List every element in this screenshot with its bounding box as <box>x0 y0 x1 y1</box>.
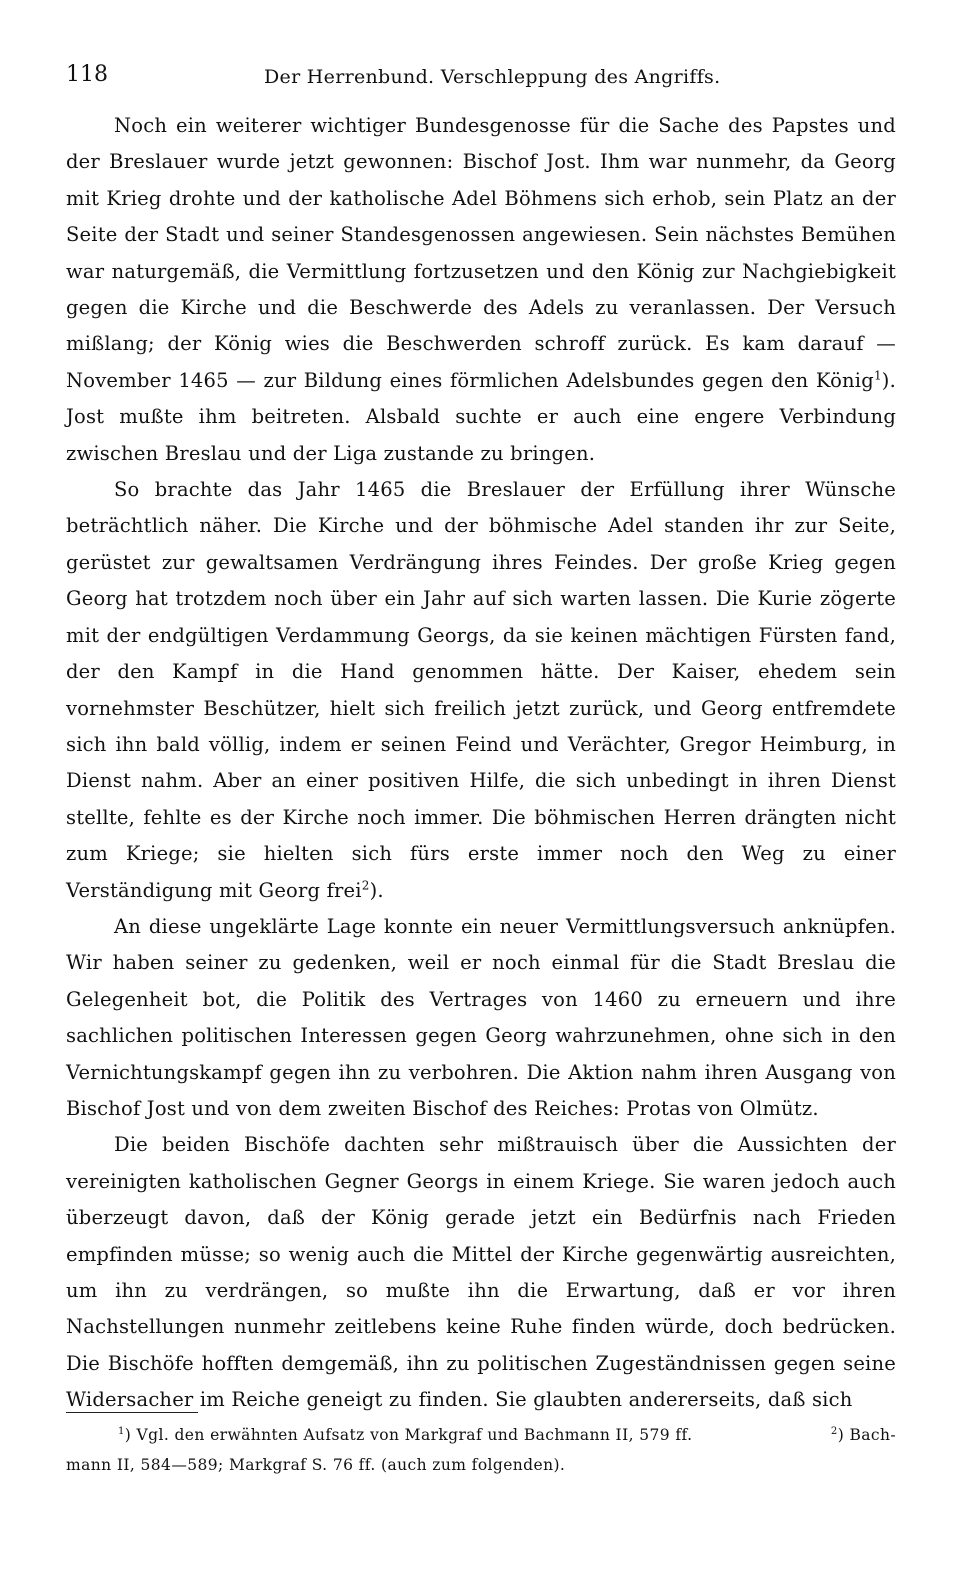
paragraph-1-text: Noch ein weiterer wichtiger Bundesgenosse für die Sache des Papstes und der Breslauer wurde jetzt gewonnen: Bischof Jost. Ihm war nunmehr, da Georg mit Krieg drohte und der katholische Adel Böhmens sich erhob, sein Platz an der Seite der Stadt und seiner Standesgenossen angewiesen. Sein nächstes Bemühen war naturgemäß, die Vermittlung fortzusetzen und den König zur Nachgiebigkeit gegen die Kirche und die Beschwerde des Adels zu veranlassen. Der Versuch mißlang; der König wies die Beschwerden schroff zurück. Es kam darauf — November 1465 — zur Bildung eines förmlichen Adelsbundes gegen den König <box>66 114 896 392</box>
page-header <box>66 62 896 96</box>
body-text <box>66 108 896 1419</box>
footnote-2-mark: 2 <box>830 1425 838 1437</box>
footnote-separator <box>66 1412 198 1413</box>
paragraph-2 <box>66 472 896 909</box>
footnote-ref-1: 1 <box>873 368 882 383</box>
footnote-line-1 <box>66 1420 896 1450</box>
footnotes <box>66 1420 896 1480</box>
footnote-1-text: ) Vgl. den erwähnten Aufsatz von Markgraf und Bachmann II, 579 ff. <box>124 1426 693 1444</box>
footnote-1 <box>118 1426 692 1444</box>
running-head: Der Herrenbund. Verschleppung des Angriffs. <box>264 66 721 88</box>
paragraph-3: An diese ungeklärte Lage konnte ein neuer Vermittlungsversuch anknüpfen. Wir haben seiner zu gedenken, weil er noch einmal für die Stadt Breslau die Gelegenheit bot, die Politik des Vertrages von 1460 zu erneuern und ihre sachlichen politischen Interessen gegen Georg wahrzunehmen, ohne sich in den Vernichtungskampf gegen ihn zu verbohren. Die Aktion nahm ihren Ausgang von Bischof Jost und von dem zweiten Bischof des Reiches: Protas von Olmütz. <box>66 914 896 1120</box>
footnote-ref-2: 2 <box>361 878 370 893</box>
footnote-2-continuation: mann II, 584—589; Markgraf S. 76 ff. (auch zum folgenden). <box>66 1456 566 1474</box>
footnote-2-text: ) Bach- <box>837 1426 896 1444</box>
paragraph-1 <box>66 108 896 472</box>
paragraph-4: Die beiden Bischöfe dachten sehr mißtrauisch über die Aussichten der vereinigten katholischen Gegner Georgs in einem Kriege. Sie waren jedoch auch überzeugt davon, daß der König gerade jetzt ein Bedürfnis nach Frieden empfinden müsse; so wenig auch die Mittel der Kirche gegenwärtig ausreichten, um ihn zu verdrängen, so mußte ihn die Erwartung, daß er vor ihren Nachstellungen nunmehr zeitlebens keine Ruhe finden würde, doch bedrücken. Die Bischöfe hofften demgemäß, ihn zu politischen Zugeständnissen gegen seine Widersacher im Reiche geneigt zu finden. Sie glaubten andererseits, daß sich <box>66 1133 896 1412</box>
page-number: 118 <box>66 62 108 87</box>
footnote-2 <box>831 1420 896 1450</box>
paragraph-2-text-cont: ). <box>369 878 384 902</box>
paragraph-1-text-cont: ). Jost mußte ihm beitreten. Alsbald suchte er auch eine engere Verbindung zwischen Breslau und der Liga zustande zu bringen. <box>66 368 896 465</box>
paragraph-2-text: So brachte das Jahr 1465 die Breslauer der Erfüllung ihrer Wünsche beträchtlich näher. Die Kirche und der böhmische Adel standen ihr zur Seite, gerüstet zur gewaltsamen Verdrängung ihres Feindes. Der große Krieg gegen Georg hat trotzdem noch über ein Jahr auf sich warten lassen. Die Kurie zögerte mit der endgültigen Verdammung Georgs, da sie keinen mächtigen Fürsten fand, der den Kampf in die Hand genommen hätte. Der Kaiser, ehedem sein vornehmster Beschützer, hielt sich freilich jetzt zurück, und Georg entfremdete sich ihn bald völlig, indem er seinen Feind und Verächter, Gregor Heimburg, in Dienst nahm. Aber an einer positiven Hilfe, die sich unbedingt in ihren Dienst stellte, fehlte es der Kirche noch immer. Die böhmischen Herren drängten nicht zum Kriege; sie hielten sich fürs erste immer noch den Weg zu einer Verständigung mit Georg frei <box>66 478 896 902</box>
footnote-1-mark: 1 <box>118 1425 125 1437</box>
